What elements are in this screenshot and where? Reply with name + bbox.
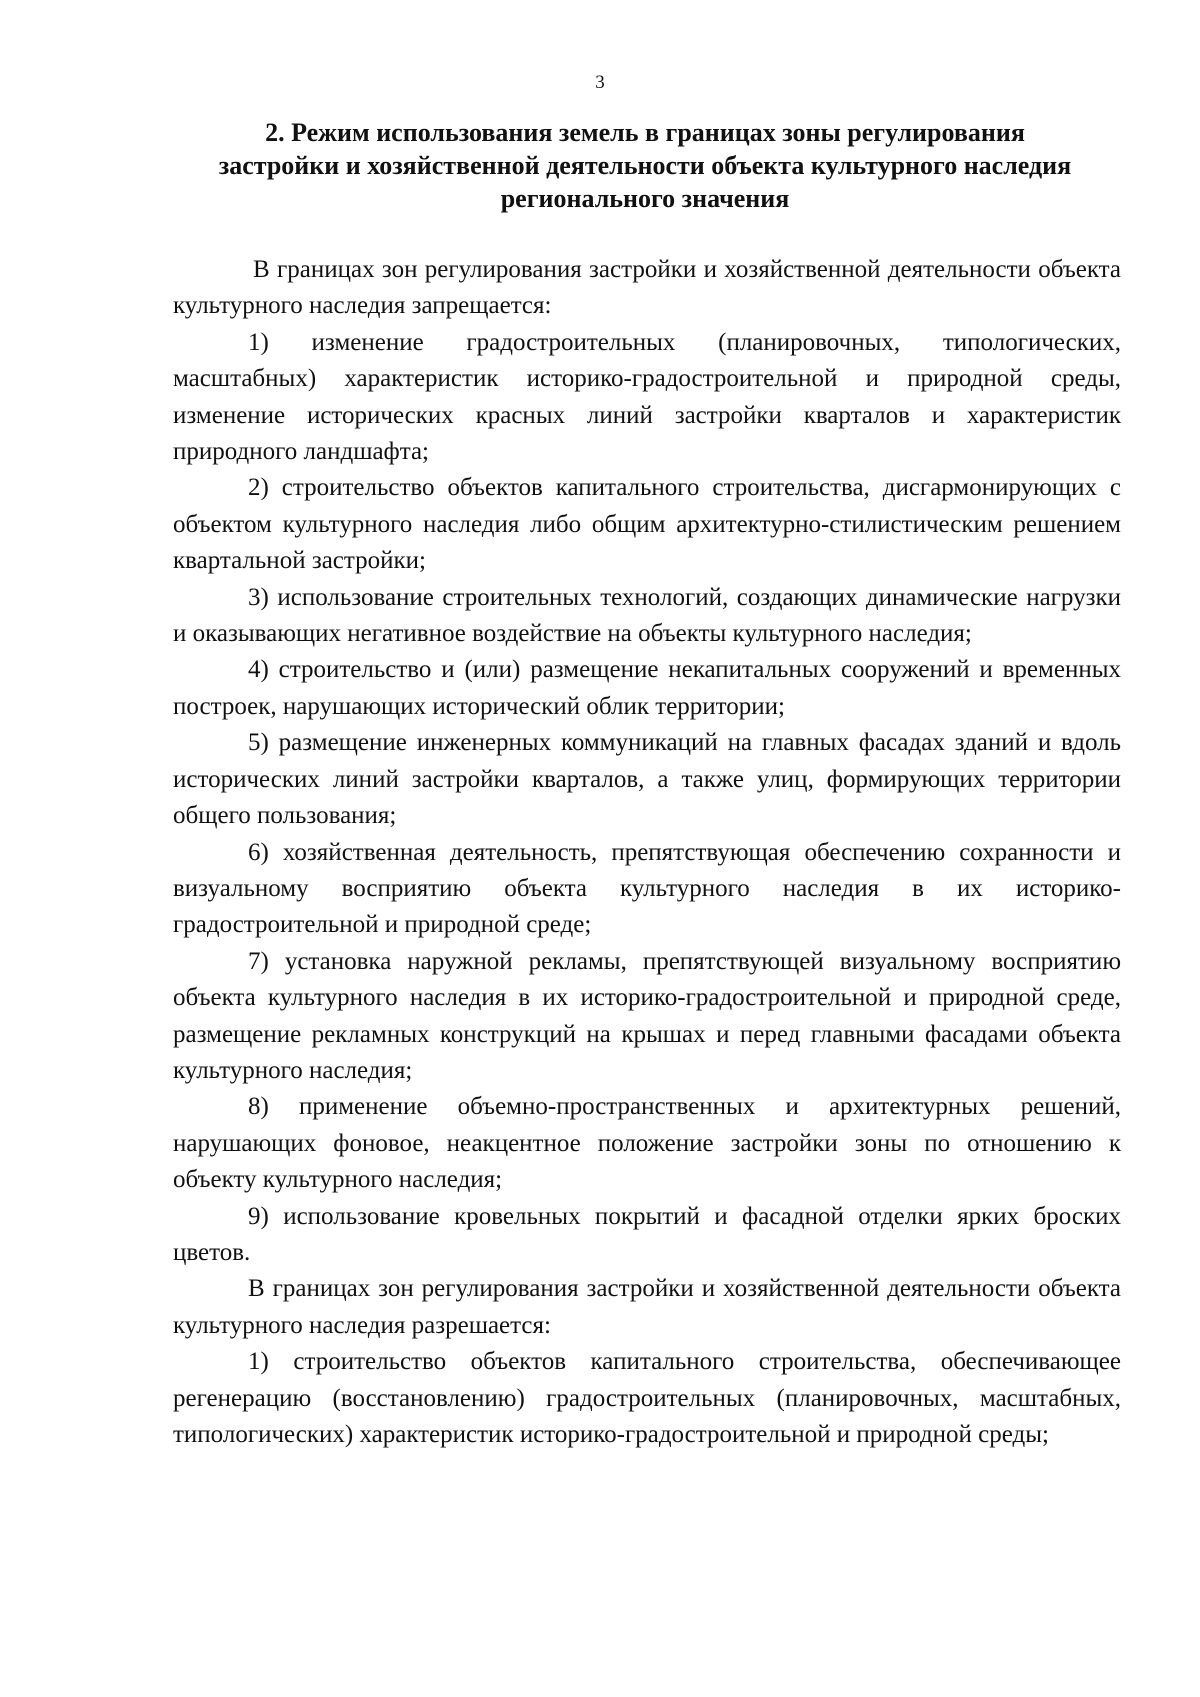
heading-line-2: застройки и хозяйственной деятельности объекта культурного наследия (218, 151, 1072, 180)
prohibited-item-4: 4) строительство и (или) размещение некапитальных сооружений и временных построек, нарушающих исторический облик территории; (173, 656, 1121, 720)
permitted-item-1: 1) строительство объектов капитального строительства, обеспечивающее регенерацию (восстановлению) градостроительных (планировочных, масштабных, типологических) характеристик историко-градостроительной и природной среды; (173, 1348, 1121, 1448)
heading-line-1: 2. Режим использования земель в границах зоны регулирования (265, 118, 1025, 147)
page-number: 3 (595, 72, 605, 93)
permitted-intro: В границах зон регулирования застройки и хозяйственной деятельности объекта культурного наследия разрешается: (173, 1275, 1121, 1339)
prohibited-item-5: 5) размещение инженерных коммуникаций на главных фасадах зданий и вдоль исторических линий застройки кварталов, а также улиц, формирующих территории общего пользования; (173, 729, 1121, 830)
prohibited-item-3: 3) использование строительных технологий, создающих динамические нагрузки и оказывающих негативное воздействие на объекты культурного наследия; (173, 583, 1121, 648)
prohibited-item-7: 7) установка наружной рекламы, препятствующей визуальному восприятию объекта культурного наследия в их историко-градостроительной и природной среде, размещение рекламных конструкций на крышах и перед главными фасадами объекта культурного наследия; (173, 947, 1121, 1084)
prohibited-item-2: 2) строительство объектов капитального строительства, дисгармонирующих с объектом культурного наследия либо общим архитектурно-стилистическим решением квартальной застройки; (173, 474, 1121, 575)
prohibited-item-6: 6) хозяйственная деятельность, препятствующая обеспечению сохранности и визуальному восприятию объекта культурного наследия в их историко-градостроительной и природной среде; (173, 838, 1121, 939)
prohibited-item-9: 9) использование кровельных покрытий и фасадной отделки ярких броских цветов. (173, 1202, 1121, 1266)
prohibited-item-8: 8) применение объемно-пространственных и архитектурных решений, нарушающих фоновое, неакцентное положение застройки зоны по отношению к объекту культурного наследия; (173, 1093, 1121, 1194)
section-heading (170, 116, 1120, 215)
heading-line-3: регионального значения (500, 184, 790, 213)
prohibited-item-1: 1) изменение градостроительных (планировочных, типологических, масштабных) характеристик историко-градостроительной и природной среды, изменение исторических красных линий застройки кварталов и характеристик природного ландшафта; (173, 328, 1121, 466)
prohibited-intro: В границах зон регулирования застройки и хозяйственной деятельности объекта культурного наследия запрещается: (173, 256, 1121, 320)
document-body (173, 252, 1121, 1453)
